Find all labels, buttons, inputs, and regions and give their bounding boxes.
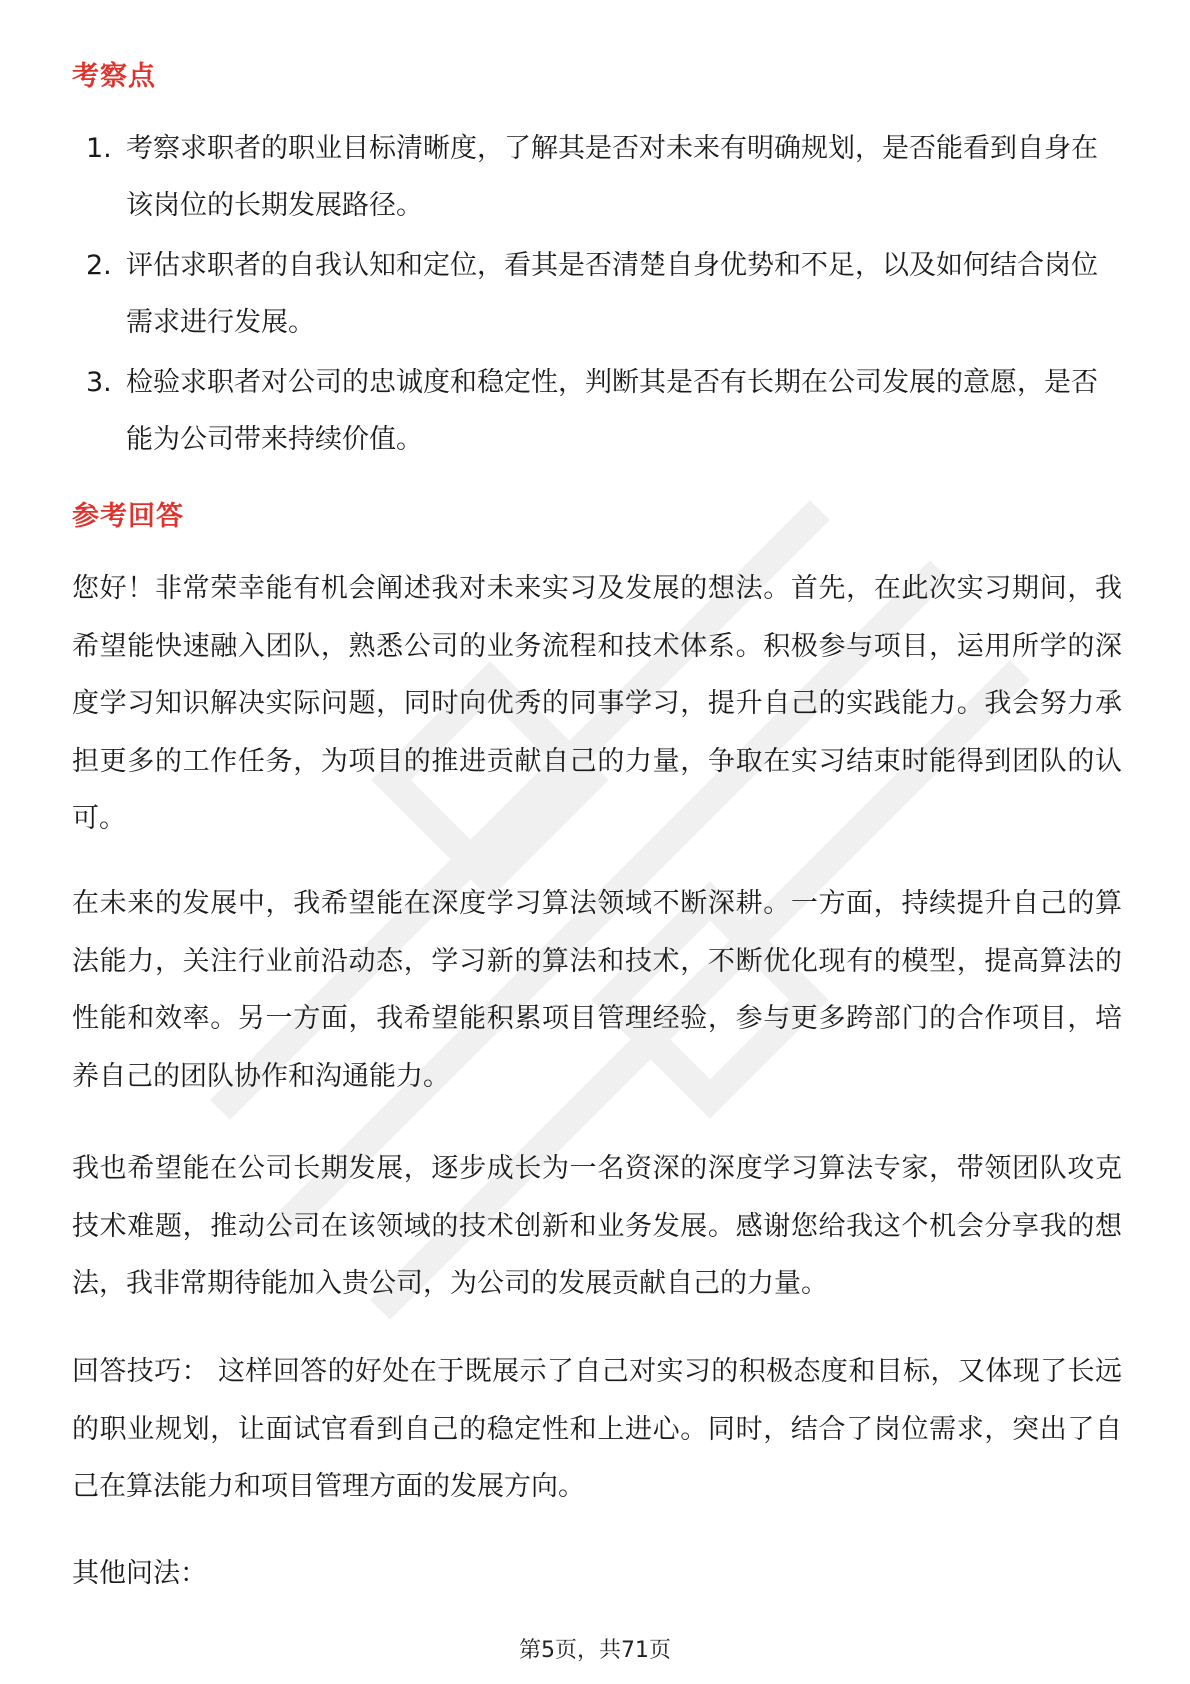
answer-paragraph: 我也希望能在公司长期发展，逐步成长为一名资深的深度学习算法专家，带领团队攻克技术难题，推动公司在该领域的技术创新和业务发展。感谢您给我这个机会分享我的想法，我非常期待能加入贵公司，为公司的发展贡献自己的力量。 <box>72 1153 1122 1299</box>
focus-points-list <box>72 120 1122 471</box>
list-item-text: 考察求职者的职业目标清晰度，了解其是否对未来有明确规划，是否能看到自身在该岗位的长期发展路径。 <box>126 133 1098 221</box>
list-item-text: 检验求职者对公司的忠诚度和稳定性，判断其是否有长期在公司发展的意愿，是否能为公司带来持续价值。 <box>126 367 1098 455</box>
list-item <box>72 354 1122 468</box>
list-item-number: 3. <box>86 367 112 398</box>
reference-answer-heading: 参考回答 <box>72 501 184 532</box>
focus-points-heading: 考察点 <box>72 61 156 92</box>
answer-paragraph: 在未来的发展中，我希望能在深度学习算法领域不断深耕。一方面，持续提升自己的算法能力，关注行业前沿动态，学习新的算法和技术，不断优化现有的模型，提高算法的性能和效率。另一方面，我希望能积累项目管理经验，参与更多跨部门的合作项目，培养自己的团队协作和沟通能力。 <box>72 888 1122 1092</box>
list-item <box>72 120 1122 234</box>
list-item <box>72 237 1122 351</box>
answer-paragraph: 您好！非常荣幸能有机会阐述我对未来实习及发展的想法。首先，在此次实习期间，我希望能快速融入团队，熟悉公司的业务流程和技术体系。积极参与项目，运用所学的深度学习知识解决实际问题，同时向优秀的同事学习，提升自己的实践能力。我会努力承担更多的工作任务，为项目的推进贡献自己的力量，争取在实习结束时能得到团队的认可。 <box>72 573 1122 834</box>
other-questions-label: 其他问法： <box>72 1558 207 1589</box>
page-number-footer: 第5页，共71页 <box>519 1638 671 1663</box>
answer-tips-paragraph: 回答技巧： 这样回答的好处在于既展示了自己对实习的积极态度和目标，又体现了长远的职业规划，让面试官看到自己的稳定性和上进心。同时，结合了岗位需求，突出了自己在算法能力和项目管理方面的发展方向。 <box>72 1356 1122 1502</box>
list-item-number: 1. <box>86 133 112 164</box>
list-item-number: 2. <box>86 250 112 281</box>
list-item-text: 评估求职者的自我认知和定位，看其是否清楚自身优势和不足，以及如何结合岗位需求进行发展。 <box>126 250 1098 338</box>
